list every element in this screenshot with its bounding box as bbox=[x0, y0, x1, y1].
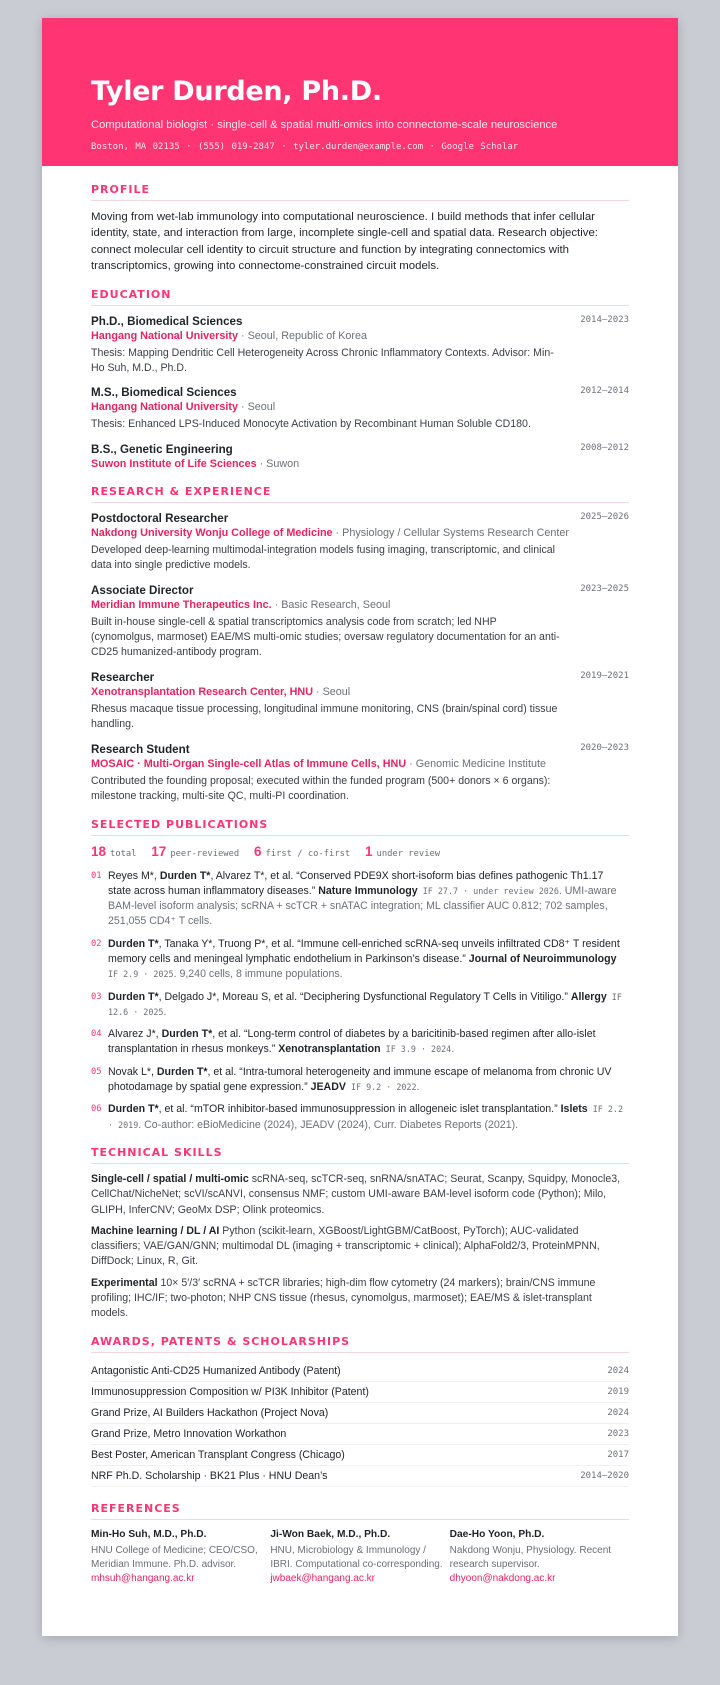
skill-heading: Experimental bbox=[91, 1276, 158, 1289]
award-year: 2023 bbox=[607, 1428, 629, 1439]
skill-text: Python (scikit-learn, XGBoost/LightGBM/CatBoost, PyTorch); AUC-validated classifiers; VAE/GAN/GNN; multimodal DL (imaging + transcriptomic + clinical); AlphaFold2/3, ProteinMPNN, DiffDock; Linux, R, Git. bbox=[91, 1224, 600, 1268]
award-name: Immunosuppression Composition w/ PI3K Inhibitor (Patent) bbox=[91, 1385, 369, 1398]
institution: Hangang National University bbox=[91, 329, 238, 342]
award-name: Best Poster, American Transplant Congress (Chicago) bbox=[91, 1448, 345, 1461]
description: Developed deep-learning multimodal-integration models fusing imaging, transcriptomic, and clinical data into single predictive models. bbox=[91, 543, 556, 572]
organization: Xenotransplantation Research Center, HNU bbox=[91, 685, 313, 698]
section-title-awards: AWARDS, PATENTS & SCHOLARSHIPS bbox=[91, 1335, 629, 1353]
stat-number: 1 bbox=[365, 843, 373, 859]
skill-text: scRNA-seq, scTCR-seq, snRNA/snATAC; Seurat, Scanpy, Squidpy, Monocle3, CellChat/NicheNet; scVI/scANVI, consensus NMF; custom UMI-aware BAM-level isoform code (Python); Milo, GLIPH, InferCNV; GeoMx DSP; Olink proteomics. bbox=[91, 1172, 621, 1216]
impact-meta: IF 2.9 · 2025 bbox=[108, 969, 174, 980]
institution-line bbox=[91, 329, 629, 344]
resume-header bbox=[42, 18, 678, 166]
award-name: Antagonistic Anti-CD25 Humanized Antibody (Patent) bbox=[91, 1364, 341, 1377]
award-row bbox=[91, 1424, 629, 1445]
date-range: 2019–2021 bbox=[580, 670, 629, 681]
journal: JEADV bbox=[310, 1081, 346, 1094]
journal: Journal of Neuroimmunology bbox=[468, 952, 617, 965]
location: · Suwon bbox=[256, 457, 300, 470]
publication-item bbox=[91, 869, 629, 930]
organization-line bbox=[91, 526, 629, 541]
stat-label: first / co-first bbox=[265, 848, 351, 859]
publication-note: . bbox=[416, 1081, 420, 1094]
section-title-references: REFERENCES bbox=[91, 1502, 629, 1520]
description: Built in-house single-cell & spatial transcriptomics analysis code from scratch; led NHP (cynomolgus, marmoset) EAE/MS multi-omic studies; oversaw regulatory documentation for an anti-CD25 humanized-antibody program. bbox=[91, 615, 560, 659]
education-section bbox=[91, 288, 629, 472]
location: · Seoul bbox=[238, 401, 276, 414]
skills-section bbox=[91, 1146, 629, 1322]
date-range: 2012–2014 bbox=[580, 386, 629, 397]
reference-card bbox=[270, 1528, 449, 1586]
organization: MOSAIC · Multi-Organ Single-cell Atlas of Immune Cells, HNU bbox=[91, 757, 407, 770]
tagline: Computational biologist · single-cell & spatial multi-omics into connectome-scale neuroscience bbox=[91, 119, 558, 131]
degree: M.S., Biomedical Sciences bbox=[91, 386, 237, 400]
publication-item bbox=[91, 990, 629, 1021]
role: Researcher bbox=[91, 670, 155, 684]
institution-line bbox=[91, 457, 629, 472]
publication-item bbox=[91, 1027, 629, 1058]
publication-item bbox=[91, 937, 629, 983]
experience-entry bbox=[91, 583, 629, 661]
publications-section bbox=[91, 818, 629, 1133]
date-range: 2020–2023 bbox=[580, 742, 629, 753]
reference-email-link[interactable]: dhyoon@nakdong.ac.kr bbox=[449, 1572, 556, 1584]
skill-group bbox=[91, 1172, 629, 1218]
publication-number: 06 bbox=[91, 1104, 102, 1115]
skill-group bbox=[91, 1224, 629, 1270]
department: · Physiology / Cellular Systems Research Center bbox=[332, 526, 569, 539]
skill-text: 10× 5′/3′ scRNA + scTCR libraries; high-dim flow cytometry (24 markers); brain/CNS immune profiling; IHC/IF; two-photon; NHP CNS tissue (rhesus, cynomolgus, marmoset); EAE/MS & islet-transplant models. bbox=[91, 1276, 596, 1320]
journal: Islets bbox=[560, 1103, 588, 1116]
experience-entry bbox=[91, 670, 629, 733]
location: · Seoul, Republic of Korea bbox=[238, 329, 368, 342]
journal: Nature Immunology bbox=[318, 884, 418, 897]
degree: Ph.D., Biomedical Sciences bbox=[91, 314, 243, 328]
impact-meta: IF 3.9 · 2024 bbox=[380, 1044, 452, 1055]
journal: Allergy bbox=[570, 990, 607, 1003]
resume-body bbox=[42, 166, 678, 1586]
journal: Xenotransplantation bbox=[278, 1043, 381, 1056]
institution: Suwon Institute of Life Sciences bbox=[91, 457, 257, 470]
department: · Genomic Medicine Institute bbox=[406, 757, 546, 770]
profile-text: Moving from wet-lab immunology into computational neuroscience. I build methods that infer cellular identity, state, and interaction from large, incomplete single-cell and spatial data. Research objective: connect molecular cell identity to circuit structure and function by integrating connectomics with transcriptomics, growing into connectome-constrained circuit models. bbox=[91, 211, 598, 273]
award-row bbox=[91, 1382, 629, 1403]
reference-desc: Nakdong Wonju, Physiology. Recent research supervisor. bbox=[449, 1544, 612, 1570]
authors-title: , Alvarez T*, et al. “Conserved PDE9X short-isoform bias defines pathogenic Th1.17 state across human inflammatory diseases.” bbox=[108, 869, 604, 897]
publication-number: 04 bbox=[91, 1029, 102, 1040]
organization: Nakdong University Wonju College of Medicine bbox=[91, 526, 333, 539]
skill-group bbox=[91, 1276, 629, 1322]
reference-list bbox=[91, 1528, 629, 1586]
section-title-publications: SELECTED PUBLICATIONS bbox=[91, 818, 629, 836]
award-name: Grand Prize, Metro Innovation Workathon bbox=[91, 1427, 287, 1440]
award-year: 2014–2020 bbox=[580, 1470, 629, 1481]
contact-line: Boston, MA 02135 · (555) 019-2847 · tyler.durden@example.com · Google Scholar bbox=[91, 142, 519, 152]
stat-number: 17 bbox=[151, 843, 167, 859]
authors-before: Novak L*, bbox=[108, 1065, 157, 1078]
self-author: Durden T* bbox=[108, 1103, 159, 1116]
award-year: 2017 bbox=[607, 1449, 629, 1460]
experience-section bbox=[91, 485, 629, 805]
publication-note: . Co-author: eBioMedicine (2024), JEADV (2024), Curr. Diabetes Reports (2021). bbox=[138, 1118, 519, 1131]
award-year: 2024 bbox=[607, 1407, 629, 1418]
candidate-name: Tyler Durden, Ph.D. bbox=[91, 76, 382, 107]
stat-label: total bbox=[110, 848, 137, 859]
reference-desc: HNU College of Medicine; CEO/CSO, Meridian Immune. Ph.D. advisor. bbox=[91, 1544, 258, 1570]
stat-number: 18 bbox=[91, 843, 107, 859]
department: · Seoul bbox=[313, 685, 351, 698]
organization-line bbox=[91, 598, 629, 613]
reference-name: Dae-Ho Yoon, Ph.D. bbox=[449, 1528, 545, 1540]
thesis: Thesis: Enhanced LPS-Induced Monocyte Activation by Recombinant Human Soluble CD180. bbox=[91, 418, 531, 431]
organization-line bbox=[91, 757, 629, 772]
impact-meta: IF 9.2 · 2022 bbox=[345, 1082, 417, 1093]
award-year: 2024 bbox=[607, 1365, 629, 1376]
education-entry bbox=[91, 314, 629, 377]
publication-item bbox=[91, 1102, 629, 1133]
authors-title: , Delgado J*, Moreau S, et al. “Deciphering Dysfunctional Regulatory T Cells in Vitiligo.” bbox=[158, 990, 571, 1003]
resume-page bbox=[42, 18, 678, 1636]
date-range: 2008–2012 bbox=[580, 442, 629, 453]
skill-heading: Machine learning / DL / AI bbox=[91, 1224, 220, 1237]
authors-before: Reyes M*, bbox=[108, 869, 160, 882]
references-section bbox=[91, 1502, 629, 1586]
experience-entry bbox=[91, 742, 629, 805]
experience-entry bbox=[91, 511, 629, 574]
reference-name: Ji-Won Baek, M.D., Ph.D. bbox=[270, 1528, 391, 1540]
skill-heading: Single-cell / spatial / multi-omic bbox=[91, 1172, 249, 1185]
reference-desc: HNU, Microbiology & Immunology / IBRI. Computational co-corresponding. bbox=[270, 1544, 443, 1570]
authors-title: , Tanaka Y*, Truong P*, et al. “Immune cell-enriched scRNA-seq unveils infiltrated CD8⁺ T resident memory cells and meningeal lymphatic endothelium in Parkinson’s disease.” bbox=[108, 937, 620, 965]
publication-number: 03 bbox=[91, 991, 102, 1002]
role: Associate Director bbox=[91, 583, 194, 597]
self-author: Durden T* bbox=[156, 1065, 208, 1078]
authors-title: , et al. “mTOR inhibitor-based immunosuppression in allogeneic islet transplantation.” bbox=[158, 1103, 561, 1116]
date-range: 2014–2023 bbox=[580, 314, 629, 325]
stat-number: 6 bbox=[253, 843, 262, 859]
publication-note: . 9,240 cells, 8 immune populations. bbox=[173, 968, 343, 981]
award-row bbox=[91, 1403, 629, 1424]
publication-stats bbox=[91, 844, 629, 859]
department: · Basic Research, Seoul bbox=[271, 598, 391, 611]
reference-name: Min-Ho Suh, M.D., Ph.D. bbox=[91, 1528, 207, 1540]
reference-card bbox=[91, 1528, 270, 1586]
role: Research Student bbox=[91, 742, 190, 756]
publication-number: 02 bbox=[91, 938, 102, 949]
self-author: Durden T* bbox=[159, 869, 211, 882]
publication-note: . bbox=[451, 1043, 455, 1056]
impact-meta: IF 12.6 · 2025 bbox=[108, 991, 622, 1017]
education-entry bbox=[91, 442, 629, 472]
section-title-education: EDUCATION bbox=[91, 288, 629, 306]
role: Postdoctoral Researcher bbox=[91, 511, 229, 525]
stat-label: under review bbox=[376, 848, 441, 859]
self-author: Durden T* bbox=[161, 1028, 213, 1041]
institution: Hangang National University bbox=[91, 401, 238, 414]
section-title-experience: RESEARCH & EXPERIENCE bbox=[91, 485, 629, 503]
award-name: NRF Ph.D. Scholarship · BK21 Plus · HNU Dean’s bbox=[91, 1469, 328, 1482]
award-name: Grand Prize, AI Builders Hackathon (Project Nova) bbox=[91, 1406, 329, 1419]
authors-title: , et al. “Intra-tumoral heterogeneity and immune escape of melanoma from chronic UV photodamage by spatial gene expression.” bbox=[108, 1065, 612, 1094]
publication-item bbox=[91, 1065, 629, 1096]
publication-number: 05 bbox=[91, 1066, 102, 1077]
stat-label: peer-reviewed bbox=[170, 848, 240, 859]
degree: B.S., Genetic Engineering bbox=[91, 442, 233, 456]
reference-email-link[interactable]: mhsuh@hangang.ac.kr bbox=[91, 1572, 195, 1584]
award-row bbox=[91, 1361, 629, 1382]
award-year: 2019 bbox=[607, 1386, 629, 1397]
award-row bbox=[91, 1445, 629, 1466]
publication-note: . bbox=[163, 1005, 167, 1018]
organization-line bbox=[91, 685, 629, 700]
reference-email-link[interactable]: jwbaek@hangang.ac.kr bbox=[270, 1572, 375, 1584]
thesis: Thesis: Mapping Dendritic Cell Heterogeneity Across Chronic Inflammatory Contexts. Advisor: Min-Ho Suh, M.D., Ph.D. bbox=[91, 346, 554, 375]
impact-meta: IF 2.2 · 2019 bbox=[108, 1104, 623, 1130]
date-range: 2025–2026 bbox=[580, 511, 629, 522]
self-author: Durden T* bbox=[108, 990, 159, 1003]
award-row bbox=[91, 1466, 629, 1487]
date-range: 2023–2025 bbox=[580, 583, 629, 594]
institution-line bbox=[91, 400, 629, 415]
section-title-skills: TECHNICAL SKILLS bbox=[91, 1146, 629, 1164]
organization: Meridian Immune Therapeutics Inc. bbox=[91, 598, 272, 611]
profile-section bbox=[91, 166, 629, 275]
publication-note: . UMI-aware BAM-level isoform analysis; scRNA + scTCR + snATAC integration; ML classifier AUC 0.812; 702 samples, 251,055 CD4⁺ T cells. bbox=[108, 884, 617, 928]
education-entry bbox=[91, 385, 629, 432]
reference-card bbox=[450, 1528, 629, 1586]
authors-title: , et al. “Long-term control of diabetes by a baricitinib-based regimen after allo-islet transplantation in rhesus monkeys.” bbox=[108, 1028, 596, 1056]
description: Contributed the founding proposal; executed within the funded program (500+ donors × 6 organs): milestone tracking, multi-site QC, multi-PI coordination. bbox=[91, 774, 551, 803]
publication-number: 01 bbox=[91, 870, 102, 881]
self-author: Durden T* bbox=[108, 937, 159, 950]
awards-section bbox=[91, 1335, 629, 1487]
section-title-profile: PROFILE bbox=[91, 183, 629, 201]
authors-before: Alvarez J*, bbox=[108, 1028, 162, 1041]
impact-meta: IF 27.7 · under review 2026 bbox=[417, 885, 559, 896]
description: Rhesus macaque tissue processing, longitudinal immune monitoring, CNS (brain/spinal cord) tissue handling. bbox=[91, 702, 558, 731]
